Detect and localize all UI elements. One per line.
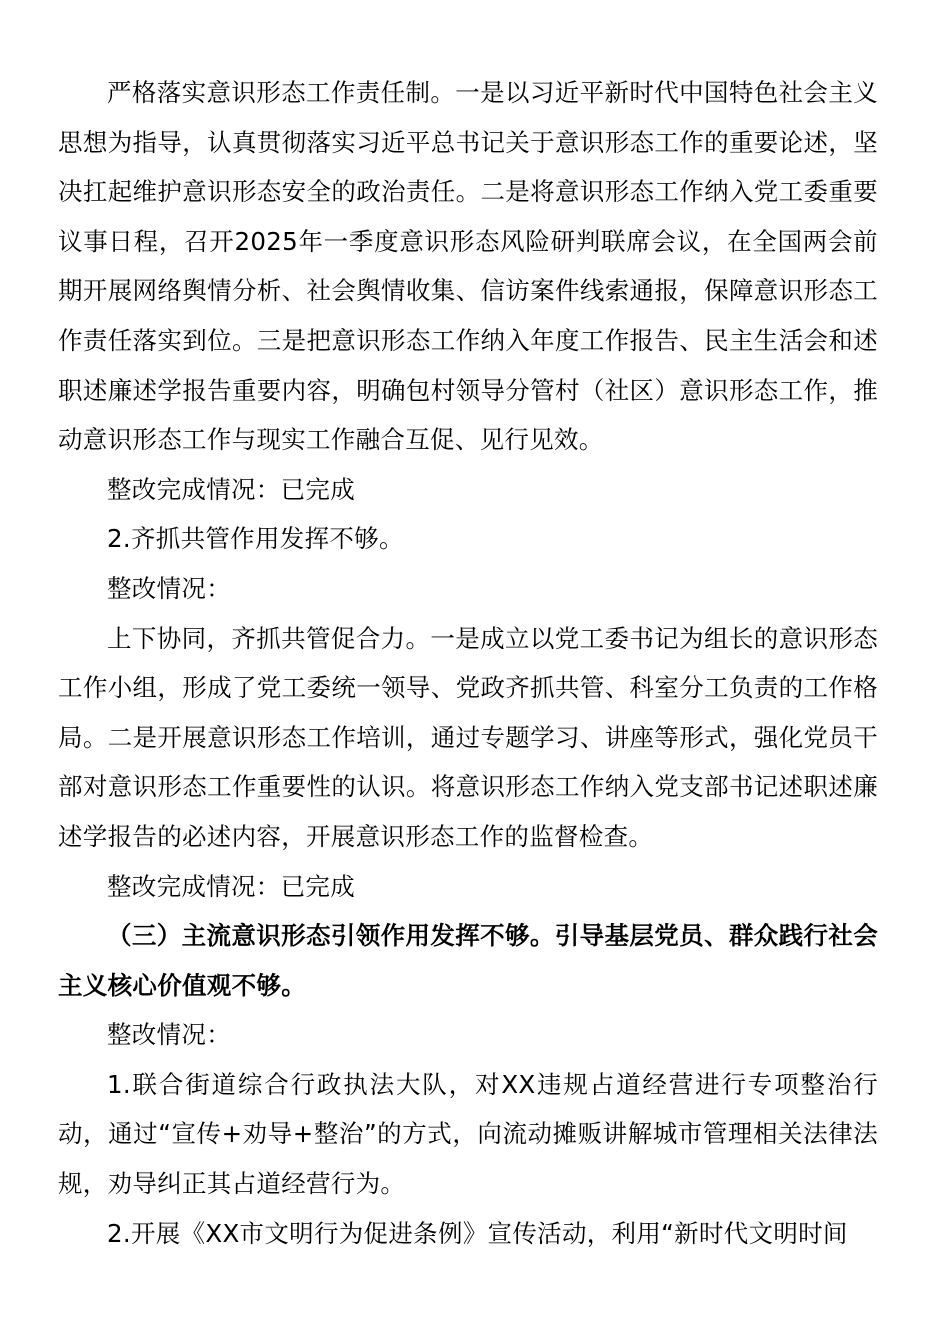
paragraph-enforcement: 1.联合街道综合行政执法大队，对XX违规占道经营进行专项整治行动，通过“宣传+劝导+整治”的方式，向流动摊贩讲解城市管理相关法律法规，劝导纠正其占道经营行为。 — [58, 1069, 878, 1199]
rectification-label-3: 整改情况： — [107, 1020, 231, 1050]
paragraph-coordination: 上下协同，齐抓共管促合力。一是成立以党工委书记为组长的意识形态工作小组，形成了党工委统一领导、党政齐抓共管、科室分工负责的工作格局。二是开展意识形态工作培训，通过专题学习、讲座等形式，强化党员干部对意识形态工作重要性的认识。将意识形态工作纳入党支部书记述职述廉述学报告的必述内容，开展意识形态工作的监督检查。 — [58, 623, 878, 851]
paragraph-responsibility-system: 严格落实意识形态工作责任制。一是以习近平新时代中国特色社会主义思想为指导，认真贯彻落实习近平总书记关于意识形态工作的重要论述，坚决扛起维护意识形态安全的政治责任。二是将意识形态工作纳入党工委重要议事日程，召开2025年一季度意识形态风险研判联席会议，在全国两会前期开展网络舆情分析、社会舆情收集、信访案件线索通报，保障意识形态工作责任落实到位。三是把意识形态工作纳入年度工作报告、民主生活会和述职述廉述学报告重要内容，明确包村领导分管村（社区）意识形态工作，推动意识形态工作与现实工作融合互促、见行见效。 — [58, 78, 878, 455]
document-page — [58, 68, 878, 1258]
item-heading-2: 2.齐抓共管作用发挥不够。 — [107, 524, 404, 554]
rectification-status-1: 整改完成情况：已完成 — [107, 474, 355, 504]
rectification-label-2: 整改情况： — [107, 573, 231, 603]
paragraph-civilization-campaign: 2.开展《XX市文明行为促进条例》宣传活动，利用“新时代文明时间 — [107, 1218, 848, 1248]
section-heading-3: （三）主流意识形态引领作用发挥不够。引导基层党员、群众践行社会主义核心价值观不够。 — [58, 921, 878, 1000]
rectification-status-2: 整改完成情况：已完成 — [107, 871, 355, 901]
